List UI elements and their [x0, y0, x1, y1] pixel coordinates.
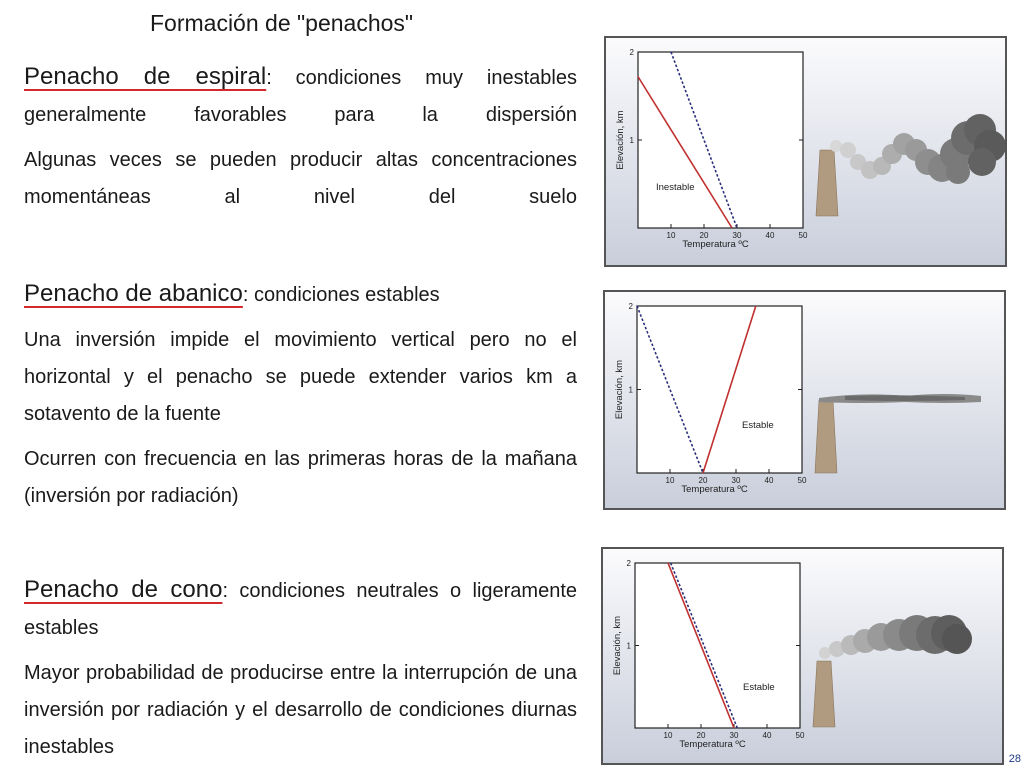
x-tick-label: 50	[795, 731, 805, 740]
y-axis-label: Elevación, km	[612, 615, 623, 676]
y-tick-label: 1	[626, 641, 631, 651]
stability-label: Estable	[742, 420, 774, 431]
x-tick-label: 30	[732, 231, 742, 240]
smokestack	[816, 150, 838, 216]
spiral-diagram	[604, 36, 1007, 267]
smoke-puff	[942, 624, 972, 654]
smoke-plume	[819, 394, 981, 403]
plot-area	[635, 563, 800, 728]
cone-paragraph: Mayor probabilidad de producirse entre la interrupción de una inversión por radiación y el desarrollo de condiciones diurnas inestables	[24, 662, 577, 758]
plot-area	[637, 306, 802, 473]
smoke-plume	[830, 114, 1006, 184]
x-tick-label: 40	[765, 231, 775, 240]
smoke-puff	[946, 160, 970, 184]
x-tick-label: 20	[698, 476, 708, 485]
fan-heading-text: Penacho de abanico	[24, 280, 243, 307]
fan-paragraph-2: Ocurren con frecuencia en las primeras horas de la mañana (inversión por radiación)	[24, 448, 577, 507]
x-tick-label: 10	[663, 731, 673, 740]
y-axis-label: Elevación, km	[615, 110, 626, 170]
stability-label: Inestable	[656, 182, 695, 193]
y-axis-label: Elevación, km	[614, 359, 625, 420]
fan-chart-svg	[605, 292, 1006, 510]
x-tick-label: 40	[764, 476, 774, 485]
x-tick-label: 10	[666, 231, 676, 240]
x-tick-label: 10	[665, 476, 675, 485]
spiral-paragraph: Algunas veces se pueden producir altas concentraciones momentáneas al nivel del suelo	[24, 149, 577, 208]
stability-label: Estable	[743, 682, 775, 693]
fan-paragraph-1: Una inversión impide el movimiento vertical pero no el horizontal y el penacho se puede extender varios km a sotavento de la fuente	[24, 329, 577, 425]
smokestack	[813, 661, 835, 727]
x-axis-label: Temperatura ºC	[682, 239, 749, 250]
cone-chart-svg	[603, 549, 1004, 765]
section-spiral	[24, 58, 577, 216]
smokestack	[815, 400, 837, 473]
spiral-heading-text: Penacho de espiral	[24, 63, 267, 90]
fan-intro	[24, 275, 577, 314]
y-tick-label: 2	[629, 48, 634, 57]
x-axis-label: Temperatura ºC	[679, 739, 746, 750]
spiral-heading	[24, 63, 266, 90]
cone-diagram	[601, 547, 1004, 765]
x-tick-label: 50	[797, 476, 807, 485]
section-fan	[24, 275, 577, 515]
page-title: Formación de "penachos"	[150, 10, 414, 36]
x-tick-label: 40	[762, 731, 772, 740]
x-tick-label: 30	[729, 731, 739, 740]
cone-heading-text: Penacho de cono	[24, 576, 223, 603]
spiral-chart-svg	[606, 38, 1007, 267]
fan-heading-rest: : condiciones estables	[242, 284, 440, 306]
fan-heading	[24, 280, 243, 307]
fan-diagram	[603, 290, 1006, 510]
section-cone	[24, 571, 577, 766]
smoke-plume	[819, 615, 972, 659]
x-tick-label: 20	[696, 731, 706, 740]
spiral-intro	[24, 58, 577, 134]
plot-area	[638, 52, 803, 228]
y-tick-label: 2	[628, 302, 633, 311]
page-number: 28	[1008, 753, 1021, 765]
cone-intro	[24, 571, 577, 647]
smoke-puff	[968, 148, 996, 176]
x-axis-label: Temperatura ºC	[681, 484, 748, 495]
x-tick-label: 30	[731, 476, 741, 485]
y-tick-label: 2	[626, 559, 631, 568]
x-tick-label: 20	[699, 231, 709, 240]
cone-heading	[24, 576, 222, 603]
y-tick-label: 1	[629, 136, 634, 145]
x-tick-label: 50	[798, 231, 808, 240]
y-tick-label: 1	[628, 385, 633, 395]
spiral-heading-rest: : condiciones muy inestables generalmente favorables para la dispersión	[24, 67, 577, 126]
cone-heading-rest: : condiciones neutrales o ligeramente estables	[24, 580, 578, 639]
